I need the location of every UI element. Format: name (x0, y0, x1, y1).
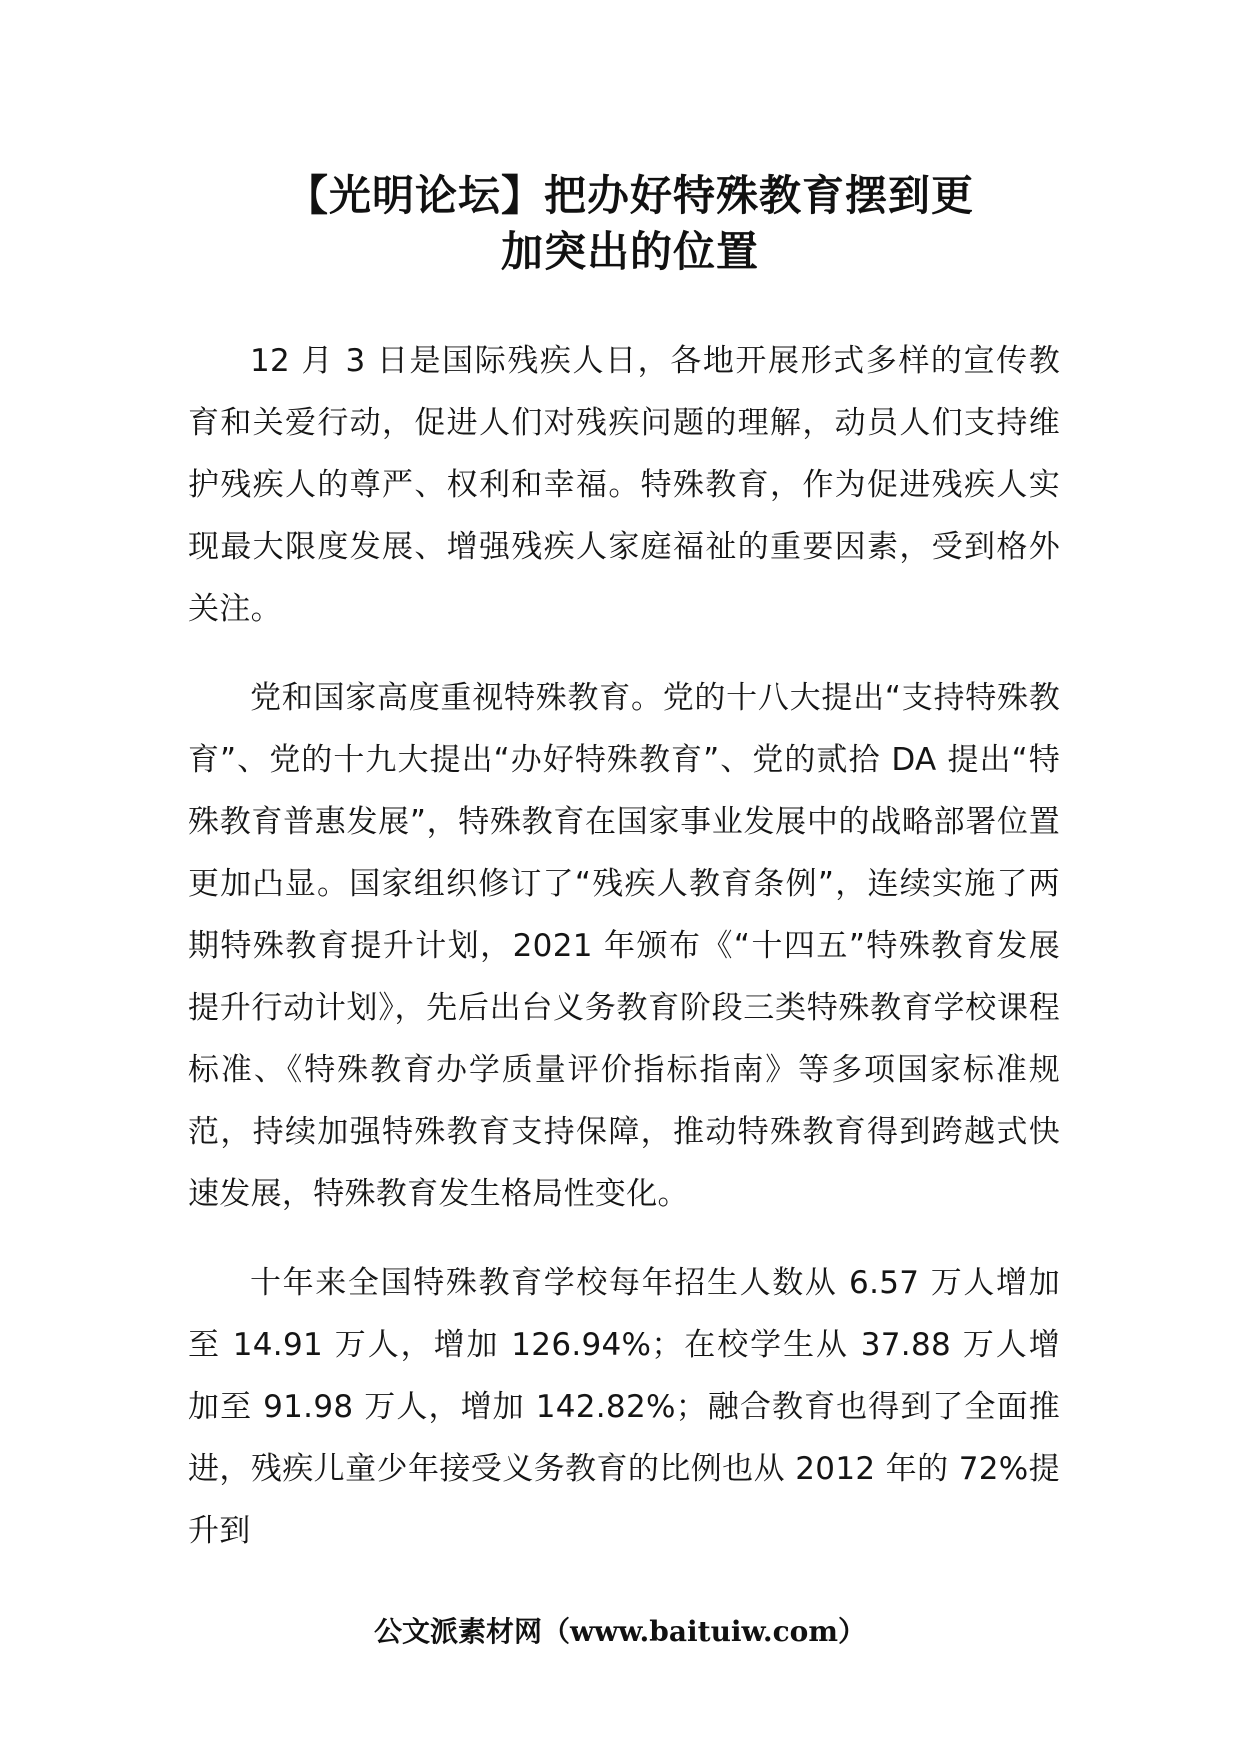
article-body (188, 330, 1060, 1589)
title-line-2: 加突出的位置 (500, 227, 759, 276)
paragraph-3: 十年来全国特殊教育学校每年招生人数从 6.57 万人增加至 14.91 万人，增加 126.94%；在校学生从 37.88 万人增加至 91.98 万人，增加 142.82%；融合教育也得到了全面推进，残疾儿童少年接受义务教育的比例也从 2012 年的 72%提升到 (188, 1265, 1060, 1549)
paragraph-1: 12 月 3 日是国际残疾人日，各地开展形式多样的宣传教育和关爱行动，促进人们对残疾问题的理解，动员人们支持维护残疾人的尊严、权利和幸福。特殊教育，作为促进残疾人实现最大限度发展、增强残疾人家庭福祉的重要因素，受到格外关注。 (188, 343, 1060, 627)
footer-watermark: 公文派素材网（www.baituiw.com） (374, 1615, 866, 1648)
paragraph-2: 党和国家高度重视特殊教育。党的十八大提出“支持特殊教育”、党的十九大提出“办好特殊教育”、党的贰拾 DA 提出“特殊教育普惠发展”，特殊教育在国家事业发展中的战略部署位置更加凸显。国家组织修订了“残疾人教育条例”，连续实施了两期特殊教育提升计划，2021 年颁布《“十四五”特殊教育发展提升行动计划》，先后出台义务教育阶段三类特殊教育学校课程标准、《特殊教育办学质量评价指标指南》等多项国家标准规范，持续加强特殊教育支持保障，推动特殊教育得到跨越式快速发展，特殊教育发生格局性变化。 (188, 680, 1060, 1212)
title-line-1: 【光明论坛】把办好特殊教育摆到更 (285, 171, 974, 220)
article-title (190, 168, 1070, 280)
